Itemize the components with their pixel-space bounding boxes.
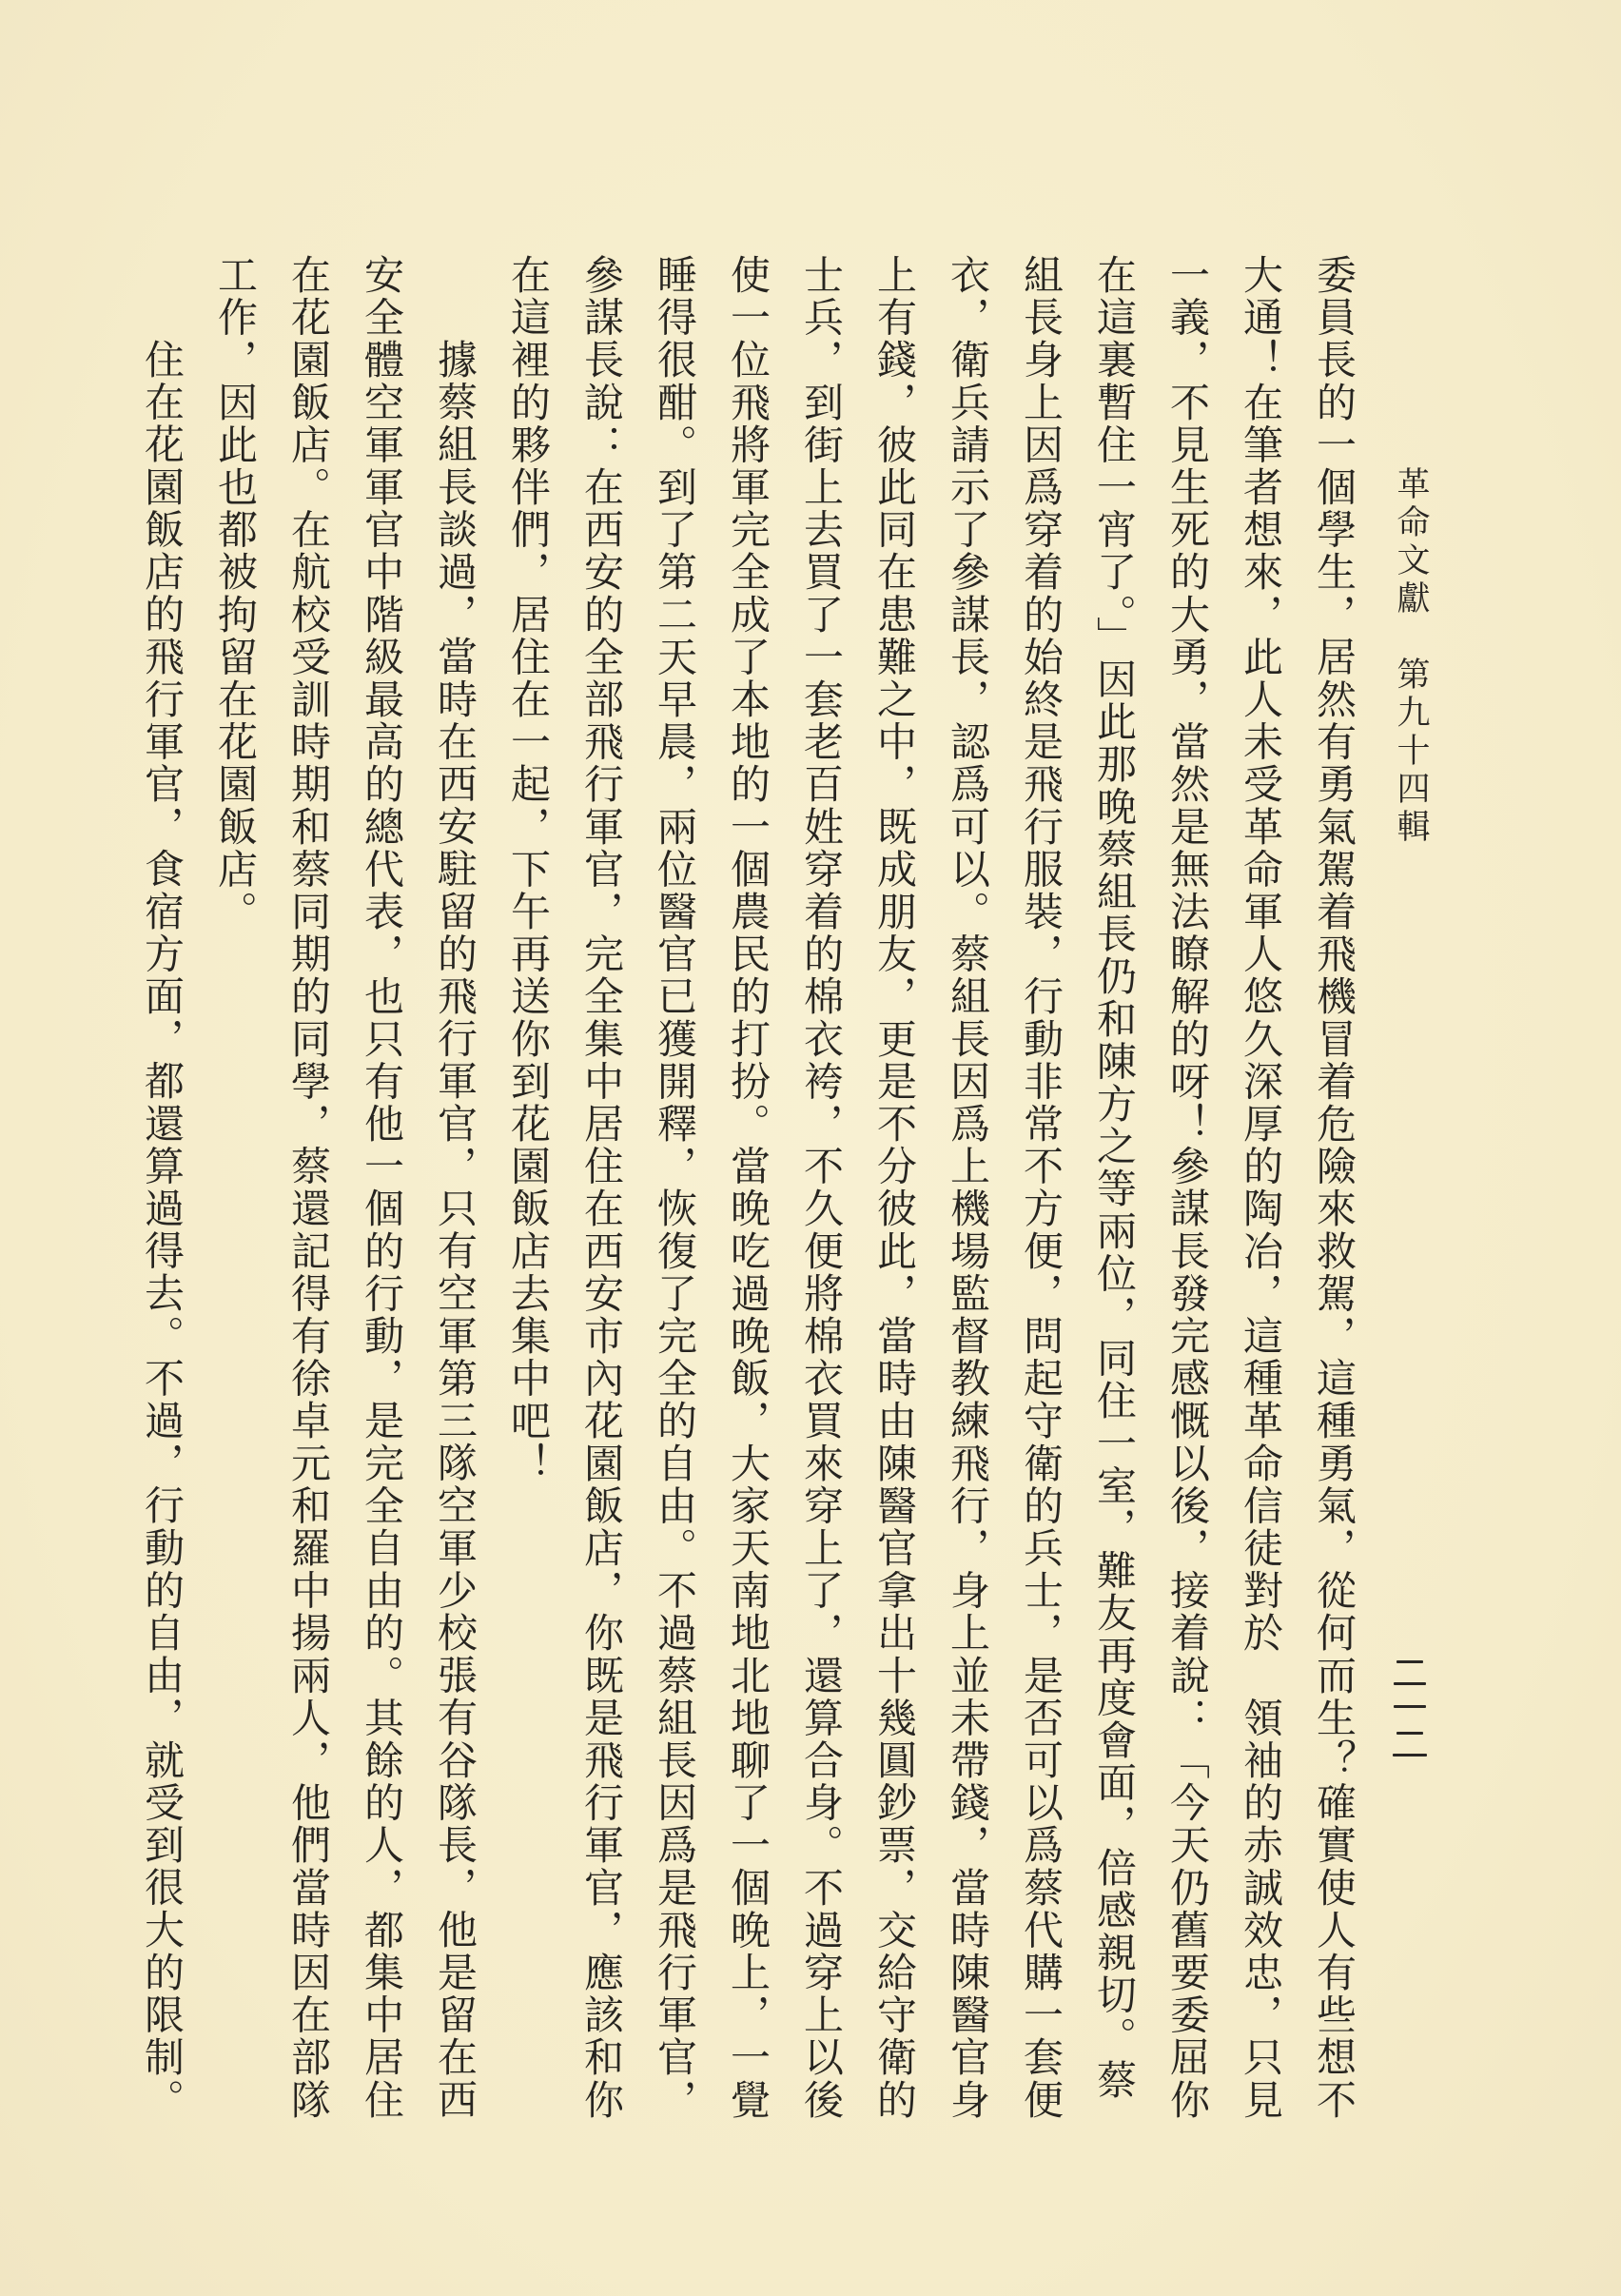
text-column-9: 使一位飛將軍完全成了本地的一個農民的打扮。當晚吃過晚飯，大家天南地北地聊了一個晚上，一覺 [725,254,771,2122]
text-column-5: 組長身上因爲穿着的始終是飛行服裝，行動非常不方便，問起守衛的兵士，是否可以爲蔡代購一套便 [1018,254,1064,2122]
text-column-12: 在這裡的夥伴們，居住在一起，下午再送你到花園飯店去集中吧！ [505,254,552,1485]
text-column-7: 上有錢，彼此同在患難之中，既成朋友，更是不分彼此，當時由陳醫官拿出十幾圓鈔票，交給守衛的 [871,254,918,2122]
text-column-10: 睡得很酣。到了第二天早晨，兩位醫官已獲開釋，恢復了完全的自由。不過蔡組長因爲是飛行軍官， [652,254,698,2122]
text-column-3: 一義，不見生死的大勇，當然是無法瞭解的呀！參謀長發完感慨以後，接着說：「今天仍舊要委屈你 [1164,254,1211,2122]
running-header: 革命文獻 第九十四輯 [1392,466,1430,847]
page-number-stroke [1393,1754,1427,1756]
page-number-stroke [1394,1705,1426,1708]
text-column-16: 工作，因此也都被拘留在花園飯店。 [212,254,259,933]
page-number-stroke [1396,1660,1423,1663]
page-number [1391,1660,1429,1756]
text-column-6: 衣，衛兵請示了參謀長，認爲可以。蔡組長因爲上機場監督教練飛行，身上並未帶錢，當時陳醫官身 [945,254,991,2122]
text-column-11: 參謀長說：在西安的全部飛行軍官，完全集中居住在西安市內花園飯店，你既是飛行軍官，應該和你 [578,254,625,2122]
text-column-14: 安全體空軍軍官中階級最高的總代表，也只有他一個的行動，是完全自由的。其餘的人，都集中居住 [359,254,405,2122]
text-column-15: 在花園飯店。在航校受訓時期和蔡同期的同學，蔡還記得有徐卓元和羅中揚兩人，他們當時因在部隊 [285,254,332,2122]
page-number-stroke [1396,1732,1423,1735]
paragraph-start-column-13: 據蔡組長談過，當時在西安駐留的飛行軍官，只有空軍第三隊空軍少校張有谷隊長，他是留在西 [432,339,478,2122]
text-column-8: 士兵，到街上去買了一套老百姓穿着的棉衣袴，不久便將棉衣買來穿上了，還算合身。不過穿上以後 [798,254,845,2122]
text-column-2: 大通！在筆者想來，此人未受革命軍人悠久深厚的陶冶，這種革命信徒對於 領袖的赤誠效忠，只見 [1238,254,1284,2122]
paragraph-start-column-17: 住在花園飯店的飛行軍官，食宿方面，都還算過得去。不過，行動的自由，就受到很大的限制。 [139,339,186,2122]
text-column-4: 在這裏暫住一宵了。」因此那晚蔡組長仍和陳方之等兩位，同住一室，難友再度會面，倍感親切。蔡 [1091,254,1138,2102]
page-number-stroke [1394,1682,1426,1685]
text-column-1: 委員長的一個學生，居然有勇氣駕着飛機冒着危險來救駕，這種勇氣，從何而生？確實使人有些想不 [1311,254,1357,2122]
